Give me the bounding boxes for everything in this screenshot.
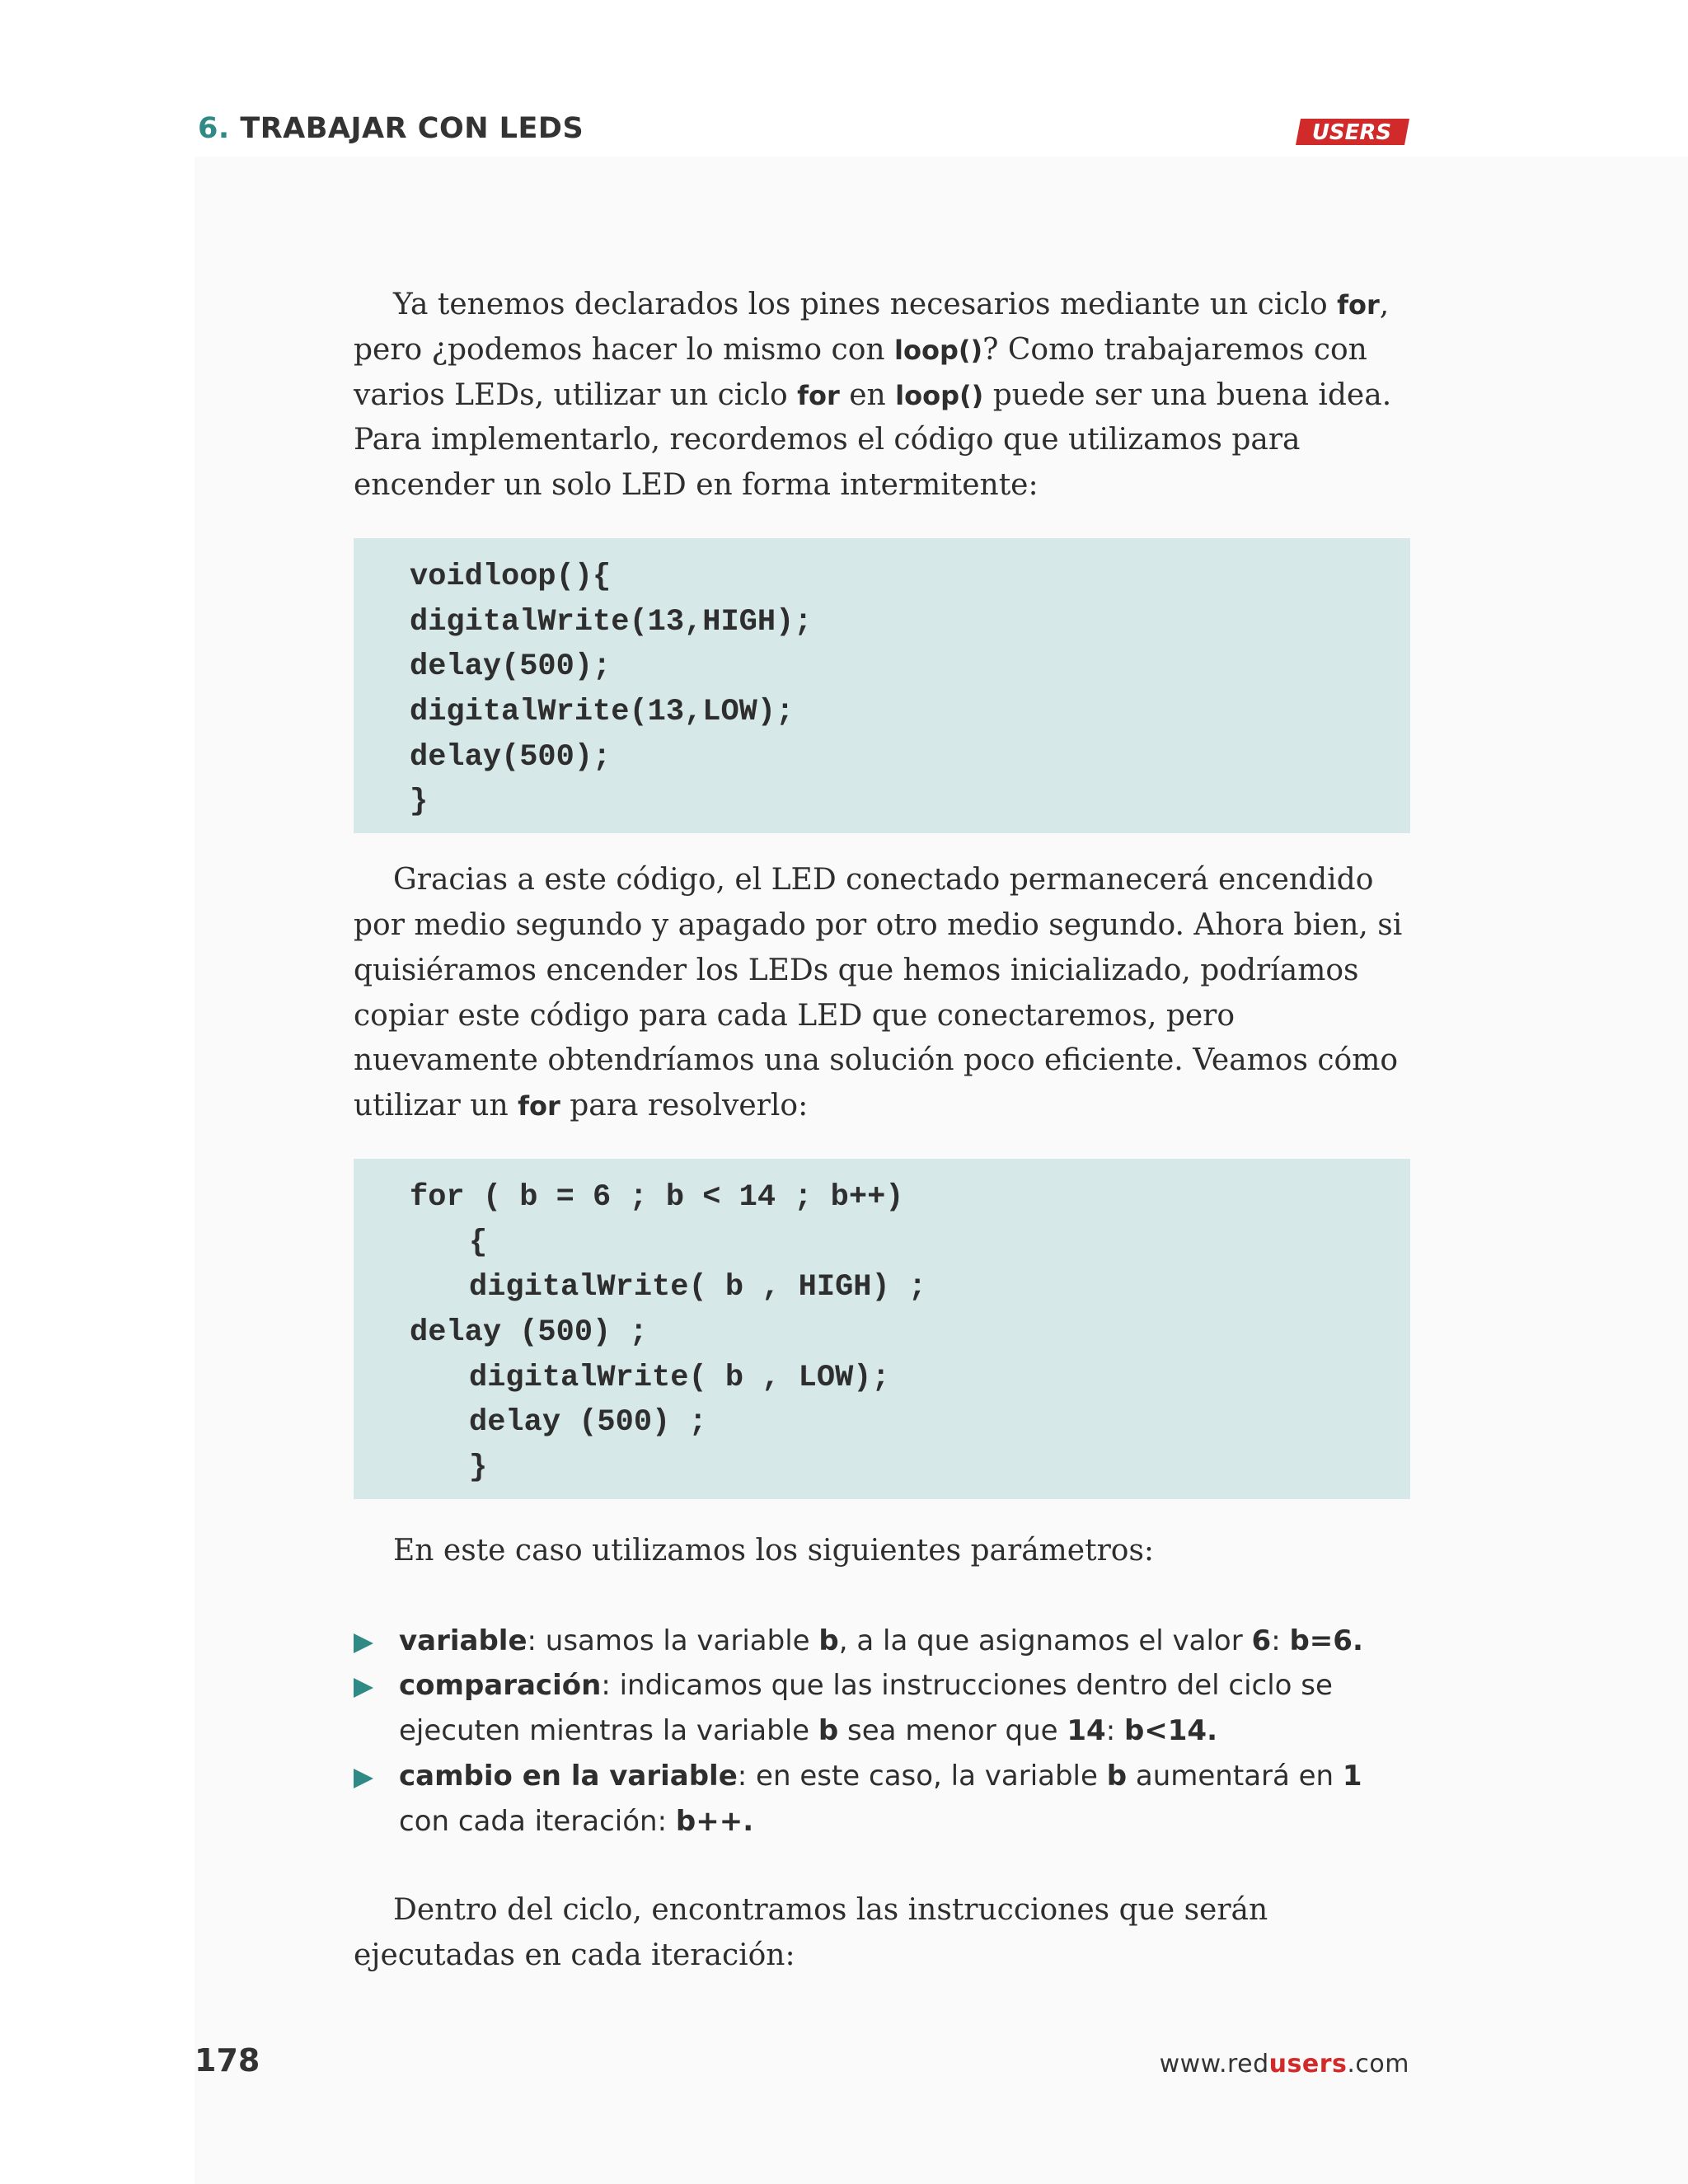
code-line: delay (500) ; (469, 1405, 707, 1441)
paragraph-explanation: Gracias a este código, el LED conectado permanecerá encendido por medio segundo y apagado por otro medio segundo. Ahora bien, si quisiéramos encender los LEDs que hemos inicializado, podríamos copiar este código para cada LED que conectaremos, pero nuevamente obtendríamos una solución poco eficiente. Veamos cómo utilizar un for para resolverlo: (354, 863, 1403, 1123)
code-line: digitalWrite( b , LOW); (469, 1360, 890, 1395)
paragraph-parameters: En este caso utilizamos los siguientes parámetros: (393, 1533, 1155, 1568)
code-line: digitalWrite(13,LOW); (410, 695, 795, 730)
bullet-arrow-icon (354, 1678, 373, 1698)
parameter-list (354, 1619, 1410, 1844)
list-item: cambio en la variable: en este caso, la variable b aumentará en 1 con cada iteración: b++. (354, 1754, 1410, 1844)
chapter-number: 6. (198, 112, 230, 145)
code-line: } (410, 785, 429, 820)
page-header (198, 112, 1409, 162)
code-line: delay(500); (410, 739, 612, 775)
code-line: for ( b = 6 ; b < 14 ; b++) (410, 1179, 904, 1215)
code-block-loop (354, 538, 1410, 833)
code-line: delay(500); (410, 649, 612, 685)
paragraph-closing: Dentro del ciclo, encontramos las instrucciones que serán ejecutadas en cada iteración: (354, 1893, 1268, 1973)
chapter-heading (198, 112, 584, 145)
list-item: variable: usamos la variable b, a la que asignamos el valor 6: b=6. (354, 1619, 1410, 1664)
bullet-arrow-icon (354, 1769, 373, 1788)
list-item: comparación: indicamos que las instrucciones dentro del ciclo se ejecuten mientras la variable b sea menor que 14: b<14. (354, 1663, 1410, 1754)
bullet-arrow-icon (354, 1633, 373, 1653)
chapter-title: TRABAJAR CON LEDS (240, 112, 584, 145)
logo-text: USERS (1311, 120, 1392, 145)
main-content (354, 283, 1410, 1979)
users-logo (1296, 119, 1409, 145)
code-line: } (469, 1451, 488, 1486)
code-block-for (354, 1159, 1410, 1499)
paragraph-intro: Ya tenemos declarados los pines necesarios mediante un ciclo for, pero ¿podemos hacer lo mismo con loop()? Como trabajaremos con varios LEDs, utilizar un ciclo for en loop() puede ser una buena idea. Para implementarlo, recordemos el código que utilizamos para encender un solo LED en forma intermitente: (354, 288, 1392, 503)
footer-url-link[interactable]: www.redusers.com (1159, 2050, 1409, 2079)
code-line: delay (500) ; (410, 1315, 648, 1350)
code-line: digitalWrite( b , HIGH) ; (469, 1270, 927, 1305)
code-line: voidloop(){ (410, 559, 612, 594)
code-line: digitalWrite(13,HIGH); (410, 604, 813, 640)
page-number: 178 (195, 2042, 260, 2079)
code-line: { (469, 1225, 488, 1260)
